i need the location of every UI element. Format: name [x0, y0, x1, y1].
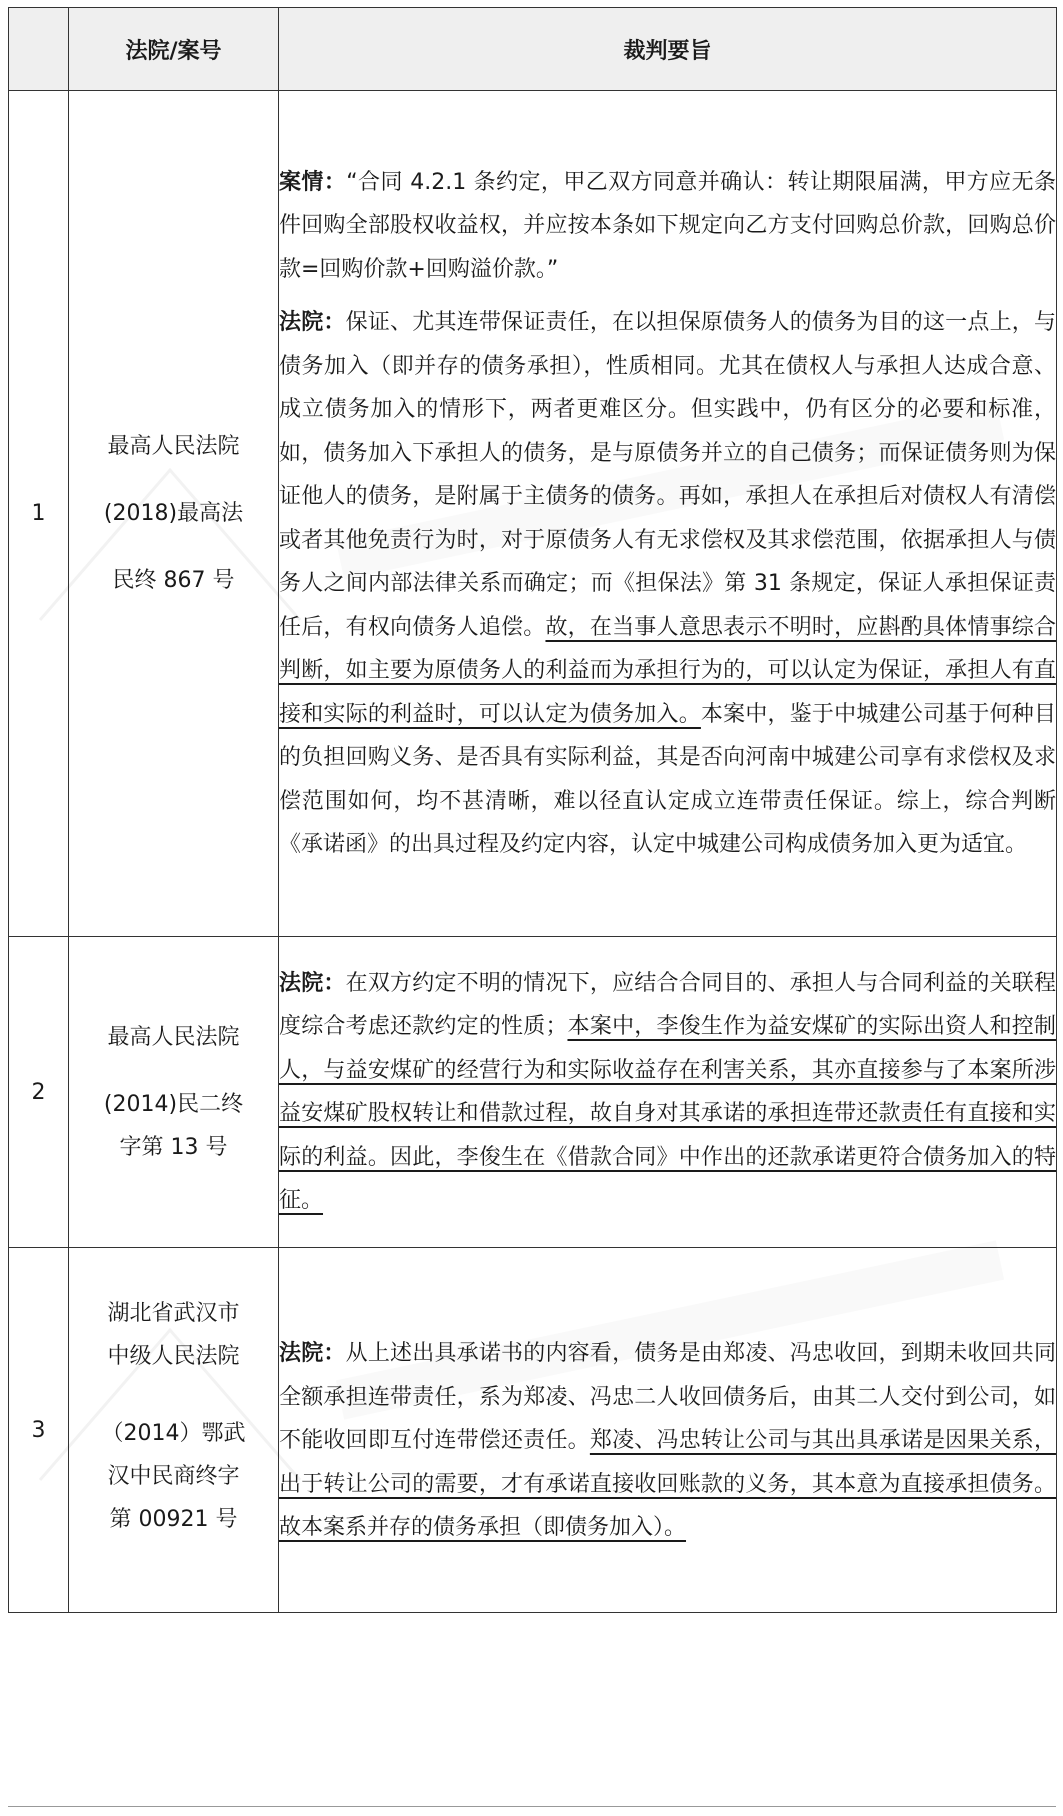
- paragraph-text: “合同 4.2.1 条约定，甲乙双方同意并确认：转让期限届满，甲方应无条件回购全部股权收益权，并应按本条如下规定向乙方支付回购总价款，回购总价款=回购价款+回购溢价款。”: [279, 169, 1056, 282]
- case-number-line: 汉中民商终字: [107, 1464, 240, 1489]
- header-index: [9, 8, 69, 91]
- paragraph-label: 法院：: [279, 970, 346, 996]
- court-name: 最高人民法院: [107, 1024, 240, 1050]
- ruling-cell: [279, 1248, 1057, 1613]
- court-name: 湖北省武汉市: [107, 1301, 240, 1326]
- underlined-holding: 本案中，李俊生作为益安煤矿的实际出资人和控制人，与益安煤矿的经营行为和实际收益存在利害关系，其亦直接参与了本案所涉益安煤矿股权转让和借款过程，故自身对其承诺的承担连带还款责任有直接和实际的利益。因此，李俊生在《借款合同》中作出的还款承诺更符合债务加入的特征。: [279, 1014, 1056, 1213]
- case-number-line: 字第 13 号: [119, 1134, 228, 1160]
- header-row: [9, 8, 1057, 91]
- court-opinion-paragraph: [279, 1332, 1056, 1550]
- bottom-rule: [8, 1806, 1056, 1807]
- paragraph-label: 法院：: [279, 310, 346, 335]
- row-index: 1: [9, 91, 69, 937]
- table-row: [9, 91, 1057, 937]
- court-cell: [69, 1248, 279, 1613]
- paragraph-tail: 本案中，鉴于中城建公司基于何种目的负担回购义务、是否具有实际利益，其是否向河南中城建公司享有求偿权及求偿范围如何，均不甚清晰，难以径直认定成立连带责任保证。综上，综合判断《承诺函》的出具过程及约定内容，认定中城建公司构成债务加入更为适宜。: [279, 701, 1056, 857]
- underlined-holding: 郑凌、冯忠转让公司与其出具承诺是因果关系，出于转让公司的需要，才有承诺直接收回账款的义务，其本意为直接承担债务。故本案系并存的债务承担（即债务加入）。: [279, 1428, 1056, 1541]
- underlined-holding: 故，在当事人意思表示不明时，应斟酌具体情事综合判断，如主要为原债务人的利益而为承担行为的，可以认定为保证，承担人有直接和实际的利益时，可以认定为债务加入。: [279, 614, 1056, 727]
- row-index: 2: [9, 937, 69, 1248]
- ruling-cell: [279, 91, 1057, 937]
- court-name: 中级人民法院: [107, 1344, 240, 1369]
- paragraph-text: 从上述出具承诺书的内容看，债务是由郑凌、冯忠收回，到期未收回共同全额承担连带责任，系为郑凌、冯忠二人收回债务后，由其二人交付到公司，如不能收回即互付连带偿还责任。: [279, 1341, 1056, 1454]
- header-court: 法院/案号: [69, 8, 279, 91]
- case-number-line: (2014)民二终: [103, 1091, 244, 1117]
- case-number-line: （2014）鄂武: [101, 1421, 246, 1446]
- facts-paragraph: [279, 161, 1056, 292]
- case-number-line: 第 00921 号: [109, 1507, 238, 1532]
- court-name: 最高人民法院: [107, 434, 240, 459]
- court-opinion-paragraph: [279, 301, 1056, 867]
- ruling-cell: [279, 937, 1057, 1248]
- table-row: [9, 937, 1057, 1248]
- court-cell: [69, 937, 279, 1248]
- paragraph-text: 在双方约定不明的情况下，应结合合同目的、承担人与合同利益的关联程度综合考虑还款约定的性质；: [279, 970, 1056, 1039]
- court-cell: [69, 91, 279, 937]
- row-index: 3: [9, 1248, 69, 1613]
- paragraph-label: 案情：: [279, 169, 347, 195]
- case-number-line: (2018)最高法: [103, 501, 244, 526]
- header-ruling: 裁判要旨: [279, 8, 1057, 91]
- paragraph-label: 法院：: [279, 1341, 346, 1367]
- rulings-table: [8, 7, 1057, 1613]
- table-row: [9, 1248, 1057, 1613]
- case-number-line: 民终 867 号: [112, 568, 235, 593]
- paragraph-text: 保证、尤其连带保证责任，在以担保原债务人的债务为目的这一点上，与债务加入（即并存的债务承担），性质相同。尤其在债权人与承担人达成合意、成立债务加入的情形下，两者更难区分。但实践中，仍有区分的必要和标准，如，债务加入下承担人的债务，是与原债务并立的自己债务；而保证债务则为保证他人的债务，是附属于主债务的债务。再如，承担人在承担后对债权人有清偿或者其他免责行为时，对于原债务人有无求偿权及其求偿范围，依据承担人与债务人之间内部法律关系而确定；而《担保法》第 31 条规定，保证人承担保证责任后，有权向债务人追偿。: [279, 310, 1056, 640]
- court-opinion-paragraph: [279, 962, 1056, 1223]
